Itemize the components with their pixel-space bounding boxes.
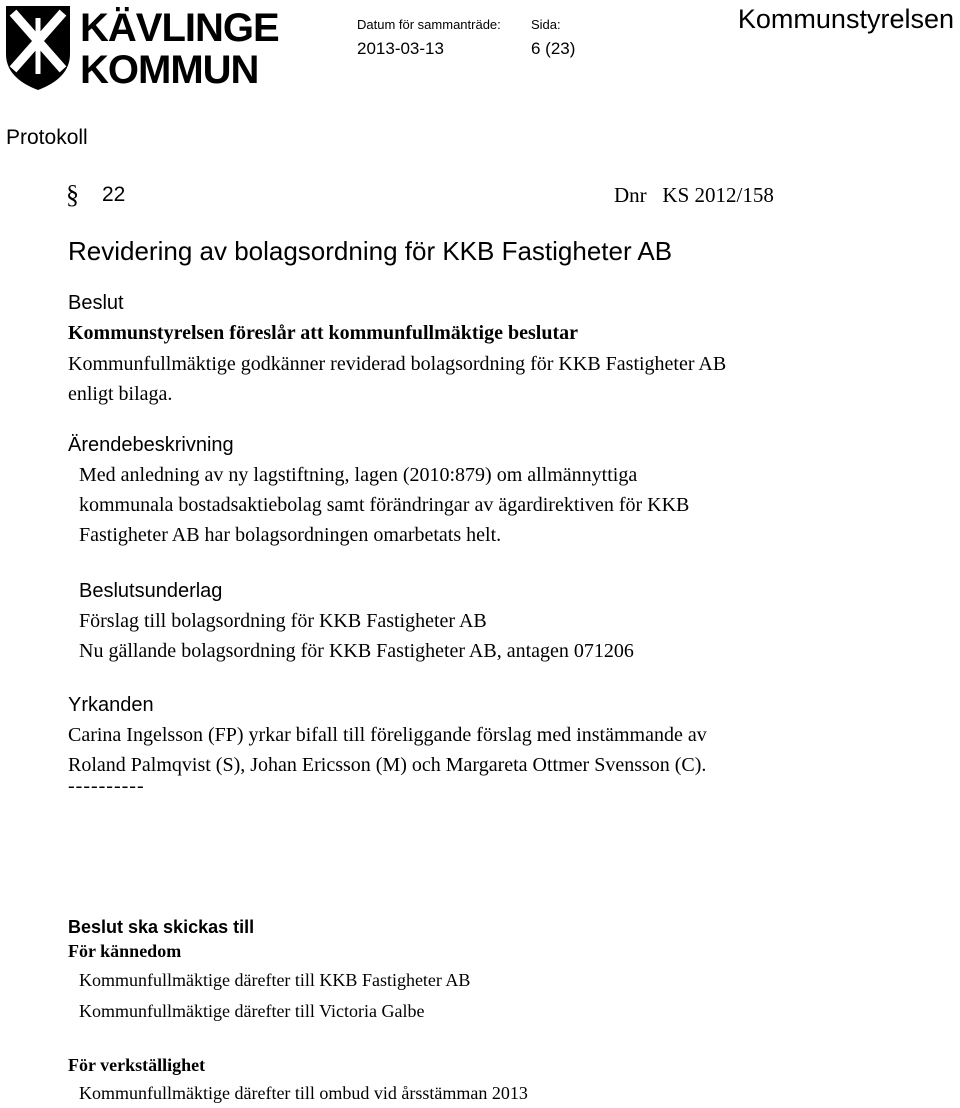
for-information-recipient1: Kommunfullmäktige därefter till KKB Fastigheter AB bbox=[79, 970, 471, 990]
case-number: Dnr KS 2012/158 bbox=[614, 183, 774, 207]
for-execution-recipient1: Kommunfullmäktige därefter till ombud vid årsstämman 2013 bbox=[79, 1083, 528, 1103]
case-description-line2: kommunala bostadsaktiebolag samt förändringar av ägardirektiven för KKB bbox=[79, 494, 690, 516]
for-information-recipient2: Kommunfullmäktige därefter till Victoria Galbe bbox=[79, 1001, 425, 1021]
separator-dashes: ---------- bbox=[68, 775, 145, 797]
committee-name: Kommunstyrelsen bbox=[737, 4, 954, 34]
decision-heading: Beslut bbox=[68, 292, 124, 314]
case-description-line1: Med anledning av ny lagstiftning, lagen (2010:879) om allmännyttiga bbox=[79, 464, 638, 486]
page-title: Revidering av bolagsordning för KKB Fastigheter AB bbox=[68, 236, 673, 266]
page-value: 6 (23) bbox=[531, 39, 576, 58]
case-description-heading: Ärendebeskrivning bbox=[68, 434, 234, 456]
meeting-date-label: Datum för sammanträde: bbox=[357, 17, 501, 32]
case-description-line3: Fastigheter AB har bolagsordningen omarbetats helt. bbox=[79, 524, 502, 546]
logo-text-line1: KÄVLINGE bbox=[80, 6, 279, 50]
decision-basis-item1: Förslag till bolagsordning för KKB Fastigheter AB bbox=[79, 610, 487, 632]
distribution-heading: Beslut ska skickas till bbox=[68, 917, 255, 937]
motions-line2: Roland Palmqvist (S), Johan Ericsson (M) och Margareta Ottmer Svensson (C). bbox=[68, 754, 707, 776]
item-number: 22 bbox=[102, 183, 126, 206]
coat-of-arms-icon bbox=[2, 4, 74, 92]
for-information-heading: För kännedom bbox=[68, 941, 182, 961]
document-type: Protokoll bbox=[6, 126, 88, 149]
paragraph-sign: § bbox=[66, 180, 79, 209]
for-execution-heading: För verkställighet bbox=[68, 1055, 206, 1075]
decision-text-line1: Kommunfullmäktige godkänner reviderad bolagsordning för KKB Fastigheter AB bbox=[68, 353, 727, 375]
motions-line1: Carina Ingelsson (FP) yrkar bifall till föreliggande förslag med instämmande av bbox=[68, 724, 707, 746]
decision-basis-heading: Beslutsunderlag bbox=[79, 580, 223, 602]
decision-text-line2: enligt bilaga. bbox=[68, 383, 173, 405]
decision-basis-item2: Nu gällande bolagsordning för KKB Fastigheter AB, antagen 071206 bbox=[79, 640, 634, 662]
logo-text-line2: KOMMUN bbox=[80, 48, 259, 92]
decision-proposal: Kommunstyrelsen föreslår att kommunfullmäktige beslutar bbox=[68, 322, 578, 344]
municipality-logo bbox=[2, 4, 279, 92]
page-label: Sida: bbox=[531, 17, 561, 32]
motions-heading: Yrkanden bbox=[68, 694, 154, 716]
meeting-date-value: 2013-03-13 bbox=[357, 39, 444, 58]
